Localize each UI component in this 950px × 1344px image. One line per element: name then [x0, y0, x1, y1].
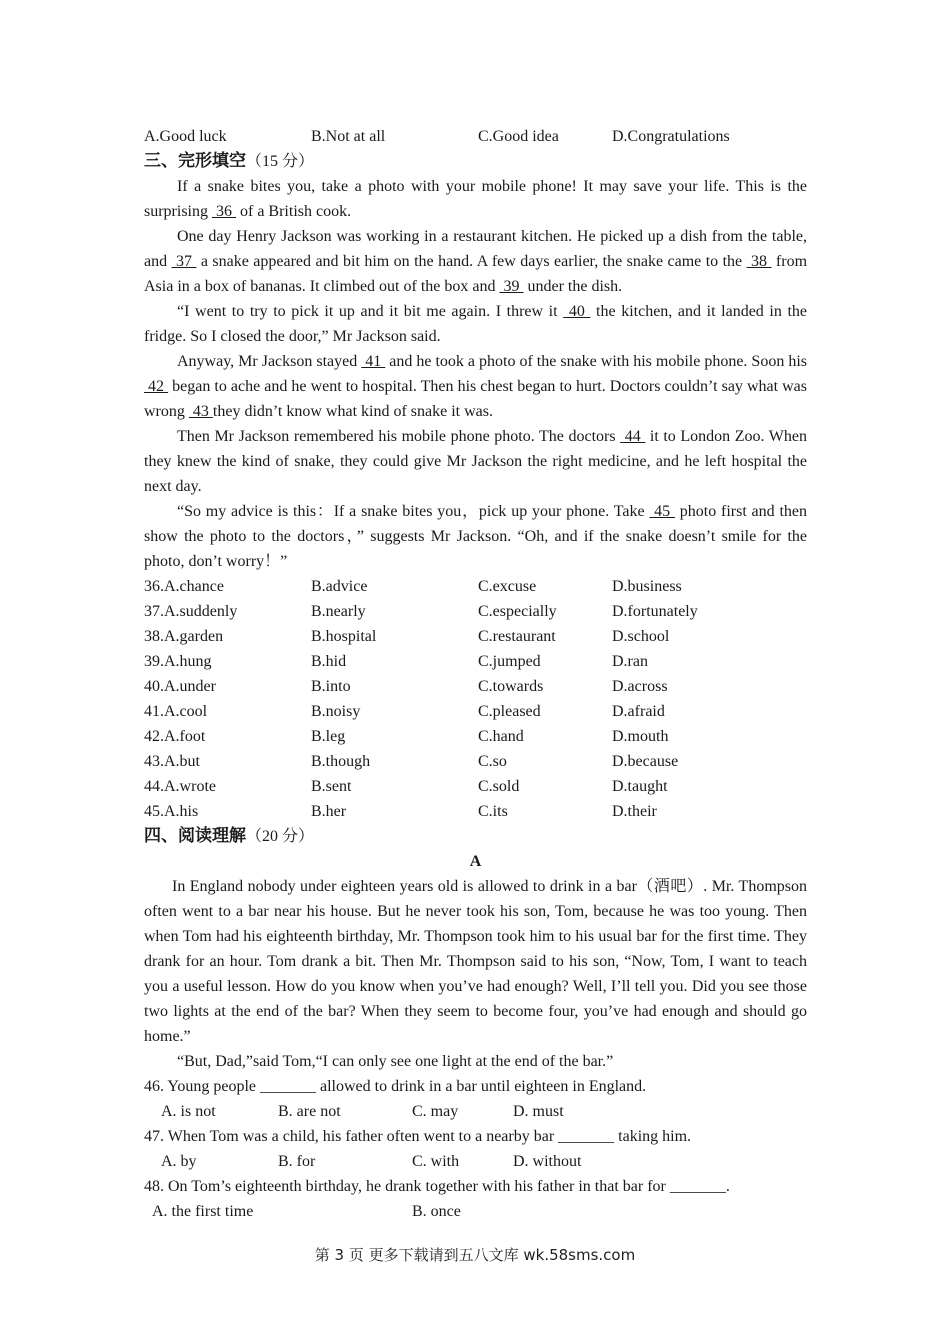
text: and he took a photo of the snake with his mobile phone. Soon his	[385, 353, 807, 370]
option-a: 45.A.his	[144, 803, 199, 820]
question-stem: 47. When Tom was a child, his father often went to a nearby bar _______ taking him.	[144, 1128, 692, 1145]
option-b: B. for	[278, 1153, 316, 1170]
text: One day Henry Jackson was working in a restaurant kitchen. He picked up a dish from the table, and	[144, 228, 807, 270]
cloze-paragraph-6	[144, 499, 807, 574]
cloze-option-row	[144, 649, 807, 674]
option-b: B.advice	[311, 578, 368, 595]
section-title: 四、阅读理解	[144, 826, 246, 846]
text: under the dish.	[523, 278, 623, 295]
option-a: 39.A.hung	[144, 653, 212, 670]
question-47	[144, 1124, 807, 1174]
page-footer: 第 3 页 更多下载请到五八文库 wk.58sms.com	[314, 1246, 636, 1264]
blank-42: 42	[144, 378, 169, 395]
option-a: 41.A.cool	[144, 703, 208, 720]
previous-question-options	[144, 124, 807, 149]
cloze-paragraph-3	[144, 299, 807, 349]
section-points: （20 分）	[246, 828, 315, 845]
option-d: D.taught	[612, 778, 668, 795]
blank-45: 45	[649, 503, 675, 520]
section-points: （15 分）	[246, 153, 315, 170]
option-c: C.Good idea	[478, 128, 559, 145]
option-d: D. without	[513, 1153, 582, 1170]
option-b: B.nearly	[311, 603, 366, 620]
section-title: 三、完形填空	[144, 151, 246, 171]
section-heading-cloze	[144, 149, 807, 174]
cloze-paragraph-1	[144, 174, 807, 224]
question-stem: 48. On Tom’s eighteenth birthday, he drank together with his father in that bar for _______.	[144, 1178, 730, 1195]
option-b: B.her	[311, 803, 347, 820]
question-48	[144, 1174, 807, 1224]
cloze-paragraph-2	[144, 224, 807, 299]
option-b: B.Not at all	[311, 128, 386, 145]
passage-label: A	[469, 853, 482, 870]
option-c: C.towards	[478, 678, 544, 695]
blank-39: 39	[499, 278, 524, 295]
option-a: A. by	[161, 1153, 197, 1170]
option-d: D.their	[612, 803, 657, 820]
option-b: B. are not	[278, 1103, 341, 1120]
option-d: D. must	[513, 1103, 564, 1120]
reading-paragraph-1: In England nobody under eighteen years old is allowed to drink in a bar（酒吧）. Mr. Thompson often went to a bar near his house. But he never took his son, Tom, because he was too young. Then when Tom had his eighteenth birthday, Mr. Thompson took him to his usual bar for the first time. They drank for an hour. Tom drank a bit. Then Mr. Thompson said to his son, “Now, Tom, I want to teach you a useful lesson. How do you know when you’ve had enough? Well, I’ll tell you. Did you see those two lights at the end of the bar? When they seem to become four, you’ve had enough and should go home.”	[144, 878, 807, 1045]
option-a: 44.A.wrote	[144, 778, 216, 795]
option-c: C.pleased	[478, 703, 541, 720]
cloze-option-row	[144, 599, 807, 624]
cloze-paragraph-4	[144, 349, 807, 424]
option-a: 36.A.chance	[144, 578, 224, 595]
question-46	[144, 1074, 807, 1124]
option-d: D.mouth	[612, 728, 669, 745]
option-a: A. is not	[161, 1103, 216, 1120]
cloze-option-row	[144, 774, 807, 799]
blank-43: 43	[188, 403, 213, 420]
option-c: C.restaurant	[478, 628, 556, 645]
option-a: 40.A.under	[144, 678, 216, 695]
question-options	[144, 1199, 807, 1224]
option-b: B.noisy	[311, 703, 361, 720]
text: “I went to try to pick it up and it bit me again. I threw it	[177, 303, 564, 320]
cloze-option-row	[144, 749, 807, 774]
option-b: B.hospital	[311, 628, 377, 645]
cloze-options-list	[144, 574, 807, 824]
question-options	[144, 1099, 807, 1124]
option-d: D.because	[612, 753, 679, 770]
option-b: B.hid	[311, 653, 347, 670]
blank-38: 38	[746, 253, 772, 270]
option-a: A. the first time	[152, 1203, 254, 1220]
cloze-option-row	[144, 799, 807, 824]
option-b: B.sent	[311, 778, 352, 795]
blank-36: 36	[212, 203, 236, 220]
blank-40: 40	[563, 303, 591, 320]
option-d: D.business	[612, 578, 682, 595]
option-b: B.into	[311, 678, 351, 695]
option-c: C.sold	[478, 778, 520, 795]
option-c: C.jumped	[478, 653, 541, 670]
cloze-option-row	[144, 574, 807, 599]
option-d: D.fortunately	[612, 603, 698, 620]
option-d: D.ran	[612, 653, 648, 670]
option-b: B.leg	[311, 728, 346, 745]
reading-paragraph-2: “But, Dad,”said Tom,“I can only see one light at the end of the bar.”	[177, 1053, 614, 1070]
option-b: B.though	[311, 753, 371, 770]
option-c: C.hand	[478, 728, 524, 745]
text: began to ache and he went to hospital. Then his chest began to hurt. Doctors couldn’t say what was wrong	[144, 378, 808, 420]
text: it to London Zoo. When they knew the kind of snake, they could give Mr Jackson the right medicine, and he left hospital the next day.	[144, 428, 807, 495]
option-c: C. may	[412, 1103, 459, 1120]
option-c: C.excuse	[478, 578, 537, 595]
text: Then Mr Jackson remembered his mobile phone photo. The doctors	[177, 428, 621, 445]
option-a: 43.A.but	[144, 753, 200, 770]
option-a: 42.A.foot	[144, 728, 206, 745]
blank-37: 37	[171, 253, 197, 270]
text: a snake appeared and bit him on the hand. A few days earlier, the snake came to the	[196, 253, 747, 270]
text: from Asia in a box of bananas. It climbed out of the box and	[144, 253, 808, 295]
text: If a snake bites you, take a photo with your mobile phone! It may save your life. This is the surprising	[144, 178, 807, 220]
question-options	[144, 1149, 807, 1174]
text: the kitchen, and it landed in the fridge. So I closed the door,” Mr Jackson said.	[144, 303, 808, 345]
cloze-option-row	[144, 724, 807, 749]
section-heading-reading	[144, 824, 807, 849]
option-a: A.Good luck	[144, 128, 227, 145]
blank-44: 44	[620, 428, 646, 445]
option-b: B. once	[412, 1203, 461, 1220]
cloze-paragraph-5	[144, 424, 807, 499]
cloze-option-row	[144, 624, 807, 649]
option-d: D.across	[612, 678, 668, 695]
cloze-option-row	[144, 674, 807, 699]
option-a: 37.A.suddenly	[144, 603, 238, 620]
text: they didn’t know what kind of snake it was.	[212, 403, 493, 420]
option-c: C.so	[478, 753, 507, 770]
blank-41: 41	[361, 353, 386, 370]
option-d: D.afraid	[612, 703, 665, 720]
option-a: 38.A.garden	[144, 628, 224, 645]
question-stem: 46. Young people _______ allowed to drink in a bar until eighteen in England.	[144, 1078, 647, 1095]
text: Anyway, Mr Jackson stayed	[177, 353, 362, 370]
text: of a British cook.	[236, 203, 352, 220]
option-d: D.Congratulations	[612, 128, 730, 145]
exam-page	[144, 124, 807, 1224]
option-c: C.especially	[478, 603, 557, 620]
option-c: C. with	[412, 1153, 460, 1170]
text: “So my advice is this：If a snake bites you，pick up your phone. Take	[177, 503, 650, 520]
cloze-option-row	[144, 699, 807, 724]
text: photo first and then show the photo to the doctors，” suggests Mr Jackson. “Oh, and if the snake doesn’t smile for the photo, don’t worry！”	[144, 503, 808, 570]
option-d: D.school	[612, 628, 670, 645]
option-c: C.its	[478, 803, 508, 820]
